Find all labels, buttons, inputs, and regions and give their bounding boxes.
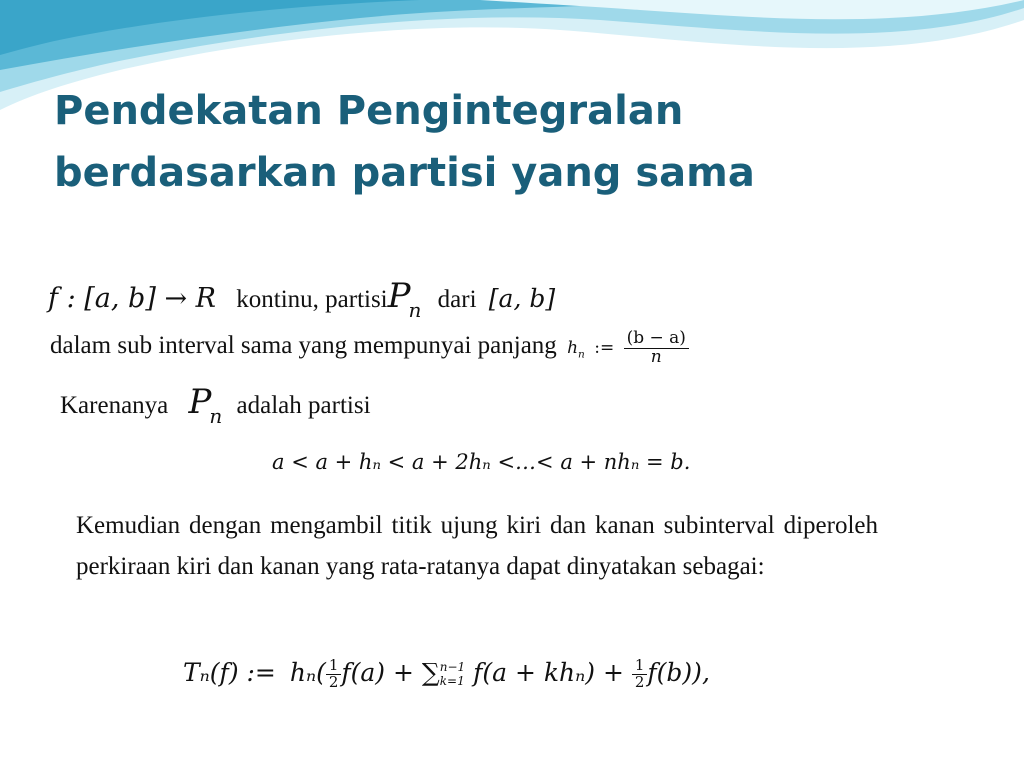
- definition-line-1: [48, 276, 556, 322]
- continuous-partition-text: kontinu, partisi: [236, 286, 388, 313]
- definition-line-3: [60, 382, 371, 428]
- slide-title: [54, 80, 974, 204]
- trapezoid-formula: Tₙ(f) := hₙ( $\frac{1}{2}$ f(a) + ∑ n−1 k=1 f(a + khₙ) + $\frac{1}{2}$ f(b)),: [183, 656, 710, 691]
- partition-symbol-2: $P_n$: [188, 382, 223, 428]
- explanation-paragraph: Kemudian dengan mengambil titik ujung kiri dan kanan subinterval diperoleh perkiraan kiri dan kanan yang rata-ratanya dapat dinyatakan sebagai:: [76, 512, 878, 580]
- therefore-text: Karenanya: [60, 392, 169, 419]
- step-length-formula: $h_n$ := $\frac{(b - a)}{n}$: [567, 338, 689, 358]
- partition-chain-formula: a < a + hₙ < a + 2hₙ <…< a + nhₙ = b.: [272, 450, 691, 474]
- subinterval-text: dalam sub interval sama yang mempunyai panjang: [50, 331, 557, 359]
- definition-line-2: [50, 330, 689, 367]
- title-line-2: berdasarkan partisi yang sama: [54, 150, 755, 196]
- function-mapping-formula: f : [a, b] → R: [48, 283, 216, 314]
- from-text: dari: [437, 286, 477, 313]
- partition-symbol: $P_n$: [387, 276, 422, 322]
- interval-formula: [a, b]: [488, 284, 556, 313]
- is-partition-text: adalah partisi: [236, 392, 371, 419]
- title-line-1: Pendekatan Pengintegralan: [54, 88, 684, 134]
